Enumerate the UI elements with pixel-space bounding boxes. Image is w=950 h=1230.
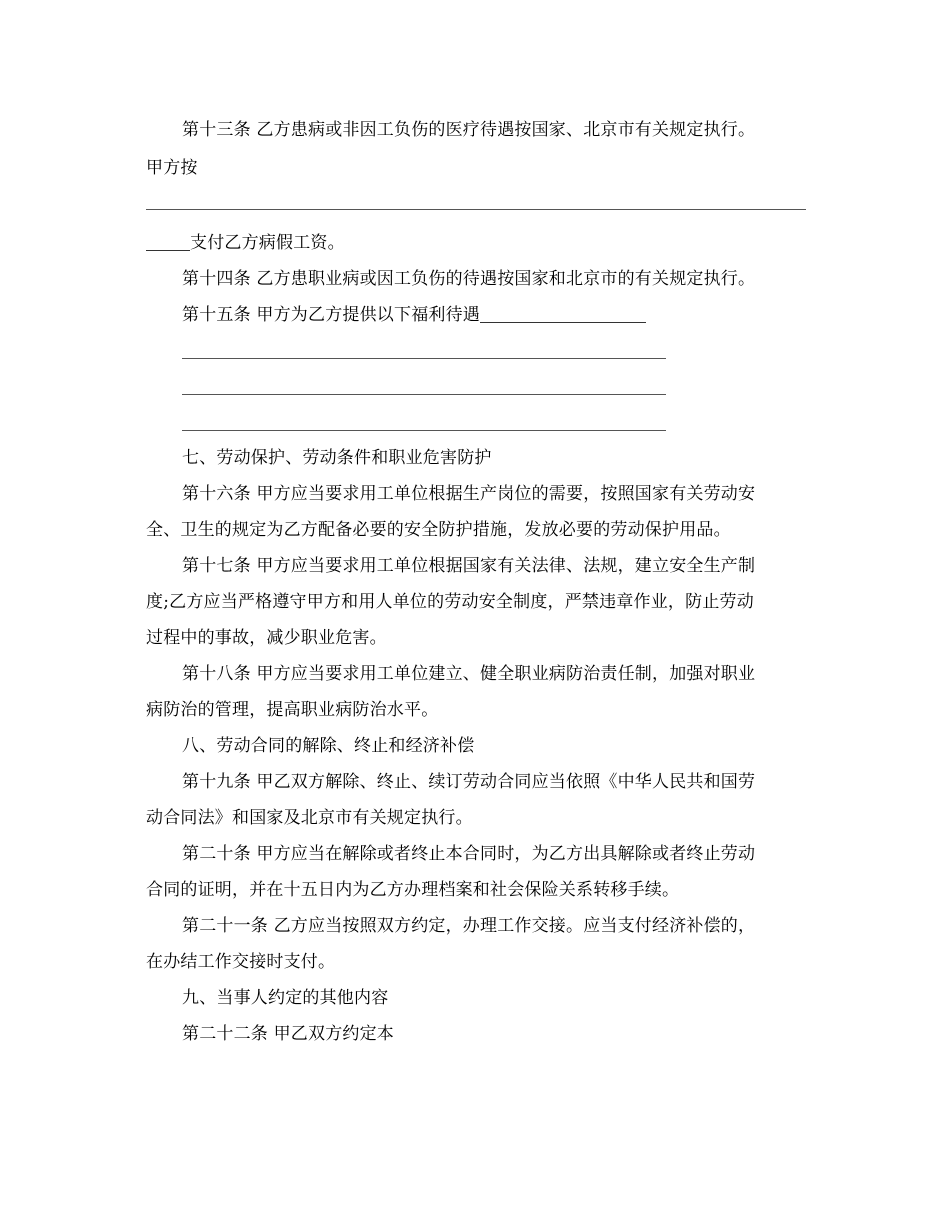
section-9-heading: 九、当事人约定的其他内容	[182, 988, 389, 1008]
blank-fill-line	[182, 394, 666, 395]
blank-fill-line	[146, 209, 806, 210]
article-19-line-1: 第十九条 甲乙双方解除、终止、续订劳动合同应当依照《中华人民共和国劳	[182, 772, 756, 792]
article-19-line-2: 动合同法》和国家及北京市有关规定执行。	[146, 808, 473, 828]
article-18-line-2: 病防治的管理，提高职业病防治水平。	[146, 700, 439, 720]
article-14: 第十四条 乙方患职业病或因工负伤的待遇按国家和北京市的有关规定执行。	[182, 269, 756, 289]
blank-fill-line	[182, 430, 666, 431]
article-17-line-3: 过程中的事故，减少职业危害。	[146, 628, 387, 648]
article-21-line-2: 在办结工作交接时支付。	[146, 952, 336, 972]
blank-underline	[480, 304, 646, 323]
article-21-line-1: 第二十一条 乙方应当按照双方约定，办理工作交接。应当支付经济补偿的，	[182, 916, 756, 936]
article-17-line-1: 第十七条 甲方应当要求用工单位根据国家有关法律、法规，建立安全生产制	[182, 556, 756, 576]
article-15	[182, 303, 646, 327]
sick-pay-text: 支付乙方病假工资。	[190, 233, 345, 253]
article-15-text: 第十五条 甲方为乙方提供以下福利待遇	[182, 305, 481, 325]
article-17-line-2: 度;乙方应当严格遵守甲方和用人单位的劳动安全制度，严禁违章作业，防止劳动	[146, 592, 754, 612]
article-18-line-1: 第十八条 甲方应当要求用工单位建立、健全职业病防治责任制，加强对职业	[182, 664, 756, 684]
section-7-heading: 七、劳动保护、劳动条件和职业危害防护	[182, 448, 492, 468]
section-8-heading: 八、劳动合同的解除、终止和经济补偿	[182, 736, 475, 756]
article-20-line-2: 合同的证明，并在十五日内为乙方办理档案和社会保险关系转移手续。	[146, 880, 680, 900]
blank-fill-line	[182, 358, 666, 359]
article-16-line-1: 第十六条 甲方应当要求用工单位根据生产岗位的需要，按照国家有关劳动安	[182, 484, 756, 504]
article-20-line-1: 第二十条 甲方应当在解除或者终止本合同时，为乙方出具解除或者终止劳动	[182, 844, 756, 864]
blank-underline	[146, 232, 190, 251]
article-16-line-2: 全、卫生的规定为乙方配备必要的安全防护措施，发放必要的劳动保护用品。	[146, 520, 731, 540]
article-13-line-1: 第十三条 乙方患病或非因工负伤的医疗待遇按国家、北京市有关规定执行。	[182, 120, 756, 140]
article-22-line-1: 第二十二条 甲乙双方约定本	[182, 1024, 395, 1044]
article-13-line-2: 甲方按	[146, 158, 198, 178]
article-13-line-3	[146, 231, 345, 255]
